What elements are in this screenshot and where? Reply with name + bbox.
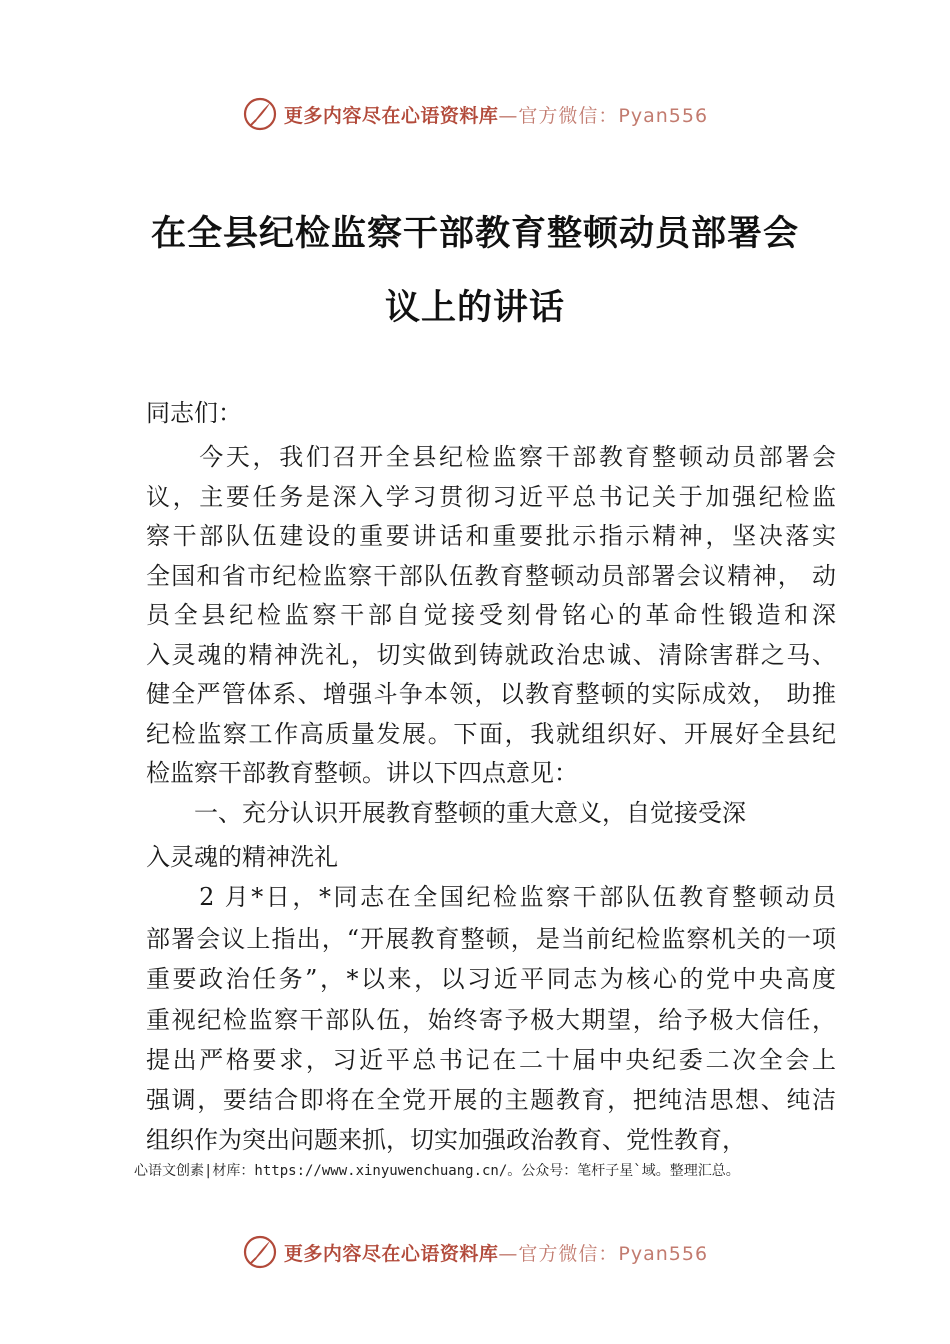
page-title-line-2: 议上的讲话 xyxy=(384,288,565,328)
body-line: 2 月*日，*同志在全国纪检监察干部队伍教育整顿动员 xyxy=(146,883,836,911)
quill-pen-logo-icon xyxy=(242,1234,278,1270)
body-line: 入灵魂的精神洗礼，切实做到铸就政治忠诚、清除害群之马、 xyxy=(146,641,836,669)
banner-main-text: 更多内容尽在心语资料库 xyxy=(283,104,499,127)
body-line: 重要政治任务”，*以来，以习近平同志为核心的党中央高度 xyxy=(146,965,836,993)
body-line: 纪检监察工作高质量发展。下面，我就组织好、开展好全县纪 xyxy=(146,720,836,748)
footer-banner xyxy=(0,1232,950,1272)
header-banner xyxy=(0,94,950,134)
section-heading-line: 入灵魂的精神洗礼 xyxy=(146,843,338,871)
body-line: 议，主要任务是深入学习贯彻习近平总书记关于加强纪检监 xyxy=(146,483,836,511)
body-line: 今天，我们召开全县纪检监察干部教育整顿动员部署会 xyxy=(146,443,836,471)
body-line: 重视纪检监察干部队伍，始终寄予极大期望，给予极大信任， xyxy=(146,1006,836,1034)
banner-wechat-text: —官方微信：Pyan556 xyxy=(498,1242,709,1265)
body-line: 提出严格要求，习近平总书记在二十届中央纪委二次全会上 xyxy=(146,1046,836,1074)
body-line: 察干部队伍建设的重要讲话和重要批示指示精神，坚决落实 xyxy=(146,522,836,550)
banner-wechat-text: —官方微信：Pyan556 xyxy=(498,104,709,127)
body-line: 部署会议上指出，“开展教育整顿，是当前纪检监察机关的一项 xyxy=(146,925,836,953)
body-line: 健全严管体系、增强斗争本领，以教育整顿的实际成效， 助推 xyxy=(146,680,836,708)
quill-pen-logo-icon xyxy=(242,96,278,132)
body-line: 强调，要结合即将在全党开展的主题教育，把纯洁思想、纯洁 xyxy=(146,1086,836,1114)
banner-main-text: 更多内容尽在心语资料库 xyxy=(283,1242,499,1265)
body-line: 员全县纪检监察干部自觉接受刻骨铭心的革命性锻造和深 xyxy=(146,601,836,629)
body-line: 组织作为突出问题来抓，切实加强政治教育、党性教育， xyxy=(146,1126,746,1154)
body-line: 同志们： xyxy=(146,399,242,427)
page-title-line-1: 在全县纪检监察干部教育整顿动员部署会 xyxy=(150,214,799,254)
body-line: 检监察干部教育整顿。讲以下四点意见： xyxy=(146,759,578,787)
footer-source-note: 心语文创素|材库：https://www.xinyuwenchuang.cn/。公众号：笔杆子星`域。整理汇总。 xyxy=(134,1163,740,1179)
body-line: 全国和省市纪检监察干部队伍教育整顿动员部署会议精神， 动 xyxy=(146,562,836,590)
section-heading-line: 一、充分认识开展教育整顿的重大意义，自觉接受深 xyxy=(146,799,746,827)
